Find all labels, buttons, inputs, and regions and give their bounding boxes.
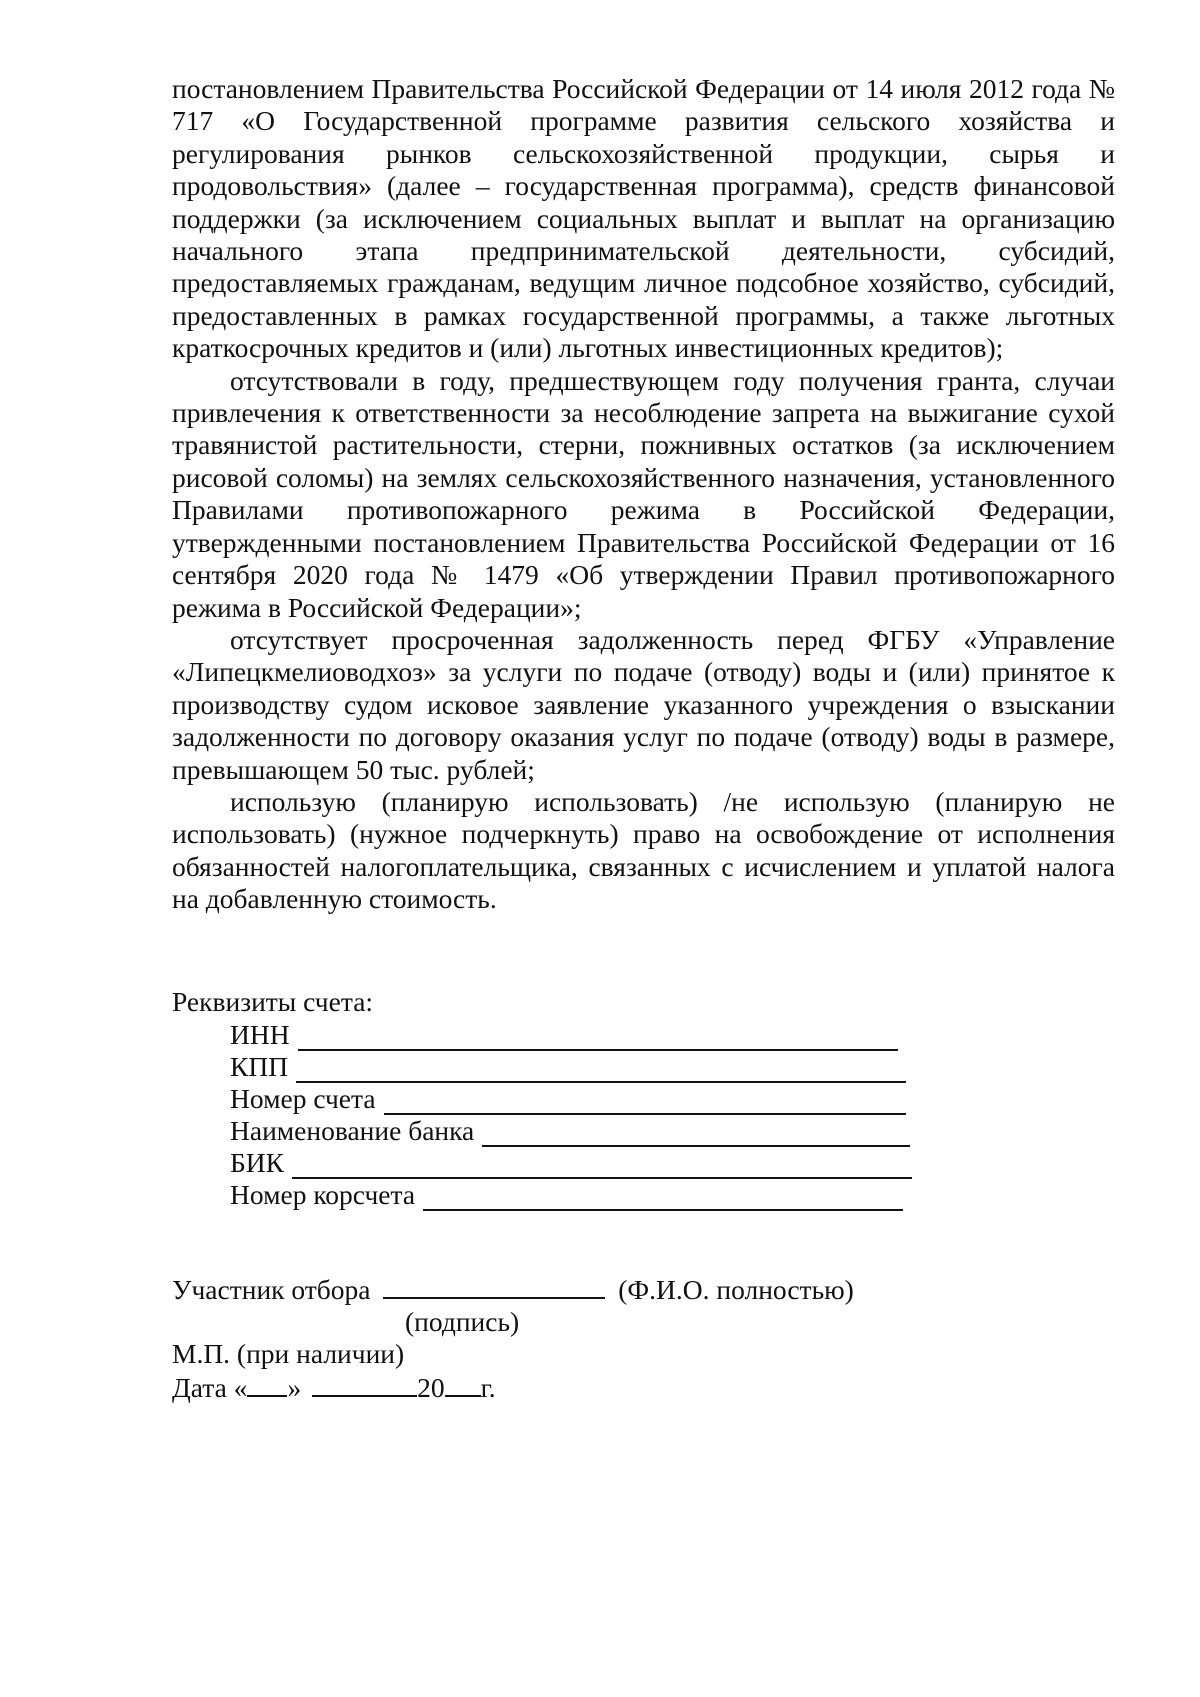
bank-row xyxy=(230,1115,910,1147)
date-row xyxy=(172,1371,496,1404)
year-prefix: 20 xyxy=(417,1372,445,1403)
bank-field[interactable] xyxy=(482,1121,910,1147)
inn-label: ИНН xyxy=(230,1019,290,1050)
fio-note: (Ф.И.О. полностью) xyxy=(618,1274,854,1305)
bik-field[interactable] xyxy=(292,1153,912,1179)
bank-label: Наименование банка xyxy=(230,1115,475,1146)
year-suffix: г. xyxy=(480,1372,496,1403)
paragraph-no-burning-violations: отсутствовали в году, предшествующем году получения гранта, случаи привлечения к ответственности за несоблюдение запрета на выжигание сухой травянистой растительности, стерни, пожнивных остатков (за исключением рисовой соломы) на землях сельскохозяйственного назначения, установленного Правилами противопожарного режима в Российской Федерации, утвержденными постановлением Правительства Российской Федерации от 16 сентября 2020 года № 1479 «Об утверждении Правил противопожарного режима в Российской Федерации»; xyxy=(172,364,1115,623)
date-month-field[interactable] xyxy=(312,1371,417,1397)
kpp-field[interactable] xyxy=(296,1057,906,1083)
inn-field[interactable] xyxy=(298,1025,898,1051)
account-row xyxy=(230,1083,906,1115)
corr-account-label: Номер корсчета xyxy=(230,1179,416,1210)
kpp-label: КПП xyxy=(230,1051,289,1082)
inn-row xyxy=(230,1019,898,1051)
participant-label: Участник отбора xyxy=(172,1274,371,1305)
corr-account-field[interactable] xyxy=(423,1185,903,1211)
account-field[interactable] xyxy=(384,1089,906,1115)
participant-signature-row xyxy=(172,1273,854,1306)
paragraph-no-water-debt: отсутствует просроченная задолженность перед ФГБУ «Управление «Липецкмелиоводхоз» за услуги по подаче (отводу) воды и (или) принятое к производству судом исковое заявление указанного учреждения о взыскании задолженности по договору оказания услуг по подаче (отводу) воды в размере, превышающем 50 тыс. рублей; xyxy=(172,623,1115,785)
paragraph-continuation: постановлением Правительства Российской Федерации от 14 июля 2012 года № 717 «О Государственной программе развития сельского хозяйства и регулирования рынков сельскохозяйственной продукции, сырья и продовольствия» (далее – государственная программа), средств финансовой поддержки (за исключением социальных выплат и выплат на организацию начального этапа предпринимательской деятельности, субсидий, предоставляемых гражданам, ведущим личное подсобное хозяйство, субсидий, предоставленных в рамках государственной программы, а также льготных краткосрочных кредитов и (или) льготных инвестиционных кредитов); xyxy=(172,73,1115,364)
body-text xyxy=(172,73,1115,916)
paragraph-vat-exemption: использую (планирую использовать) /не использую (планирую не использовать) (нужное подчеркнуть) право на освобождение от исполнения обязанностей налогоплательщика, связанных с исчислением и уплатой налога на добавленную стоимость. xyxy=(172,785,1115,915)
signature-note: (подпись) xyxy=(405,1306,520,1337)
date-label: Дата « xyxy=(172,1372,248,1403)
date-close-quote: » xyxy=(287,1372,302,1403)
account-label: Номер счета xyxy=(230,1083,376,1114)
requisites-title: Реквизиты счета: xyxy=(172,986,374,1017)
kpp-row xyxy=(230,1051,906,1083)
date-day-field[interactable] xyxy=(247,1371,287,1397)
corr-account-row xyxy=(230,1179,903,1211)
date-year-field[interactable] xyxy=(445,1371,481,1397)
stamp-note: М.П. (при наличии) xyxy=(172,1338,405,1369)
signature-field[interactable] xyxy=(383,1273,605,1299)
bik-row xyxy=(230,1147,912,1179)
bik-label: БИК xyxy=(230,1147,284,1178)
